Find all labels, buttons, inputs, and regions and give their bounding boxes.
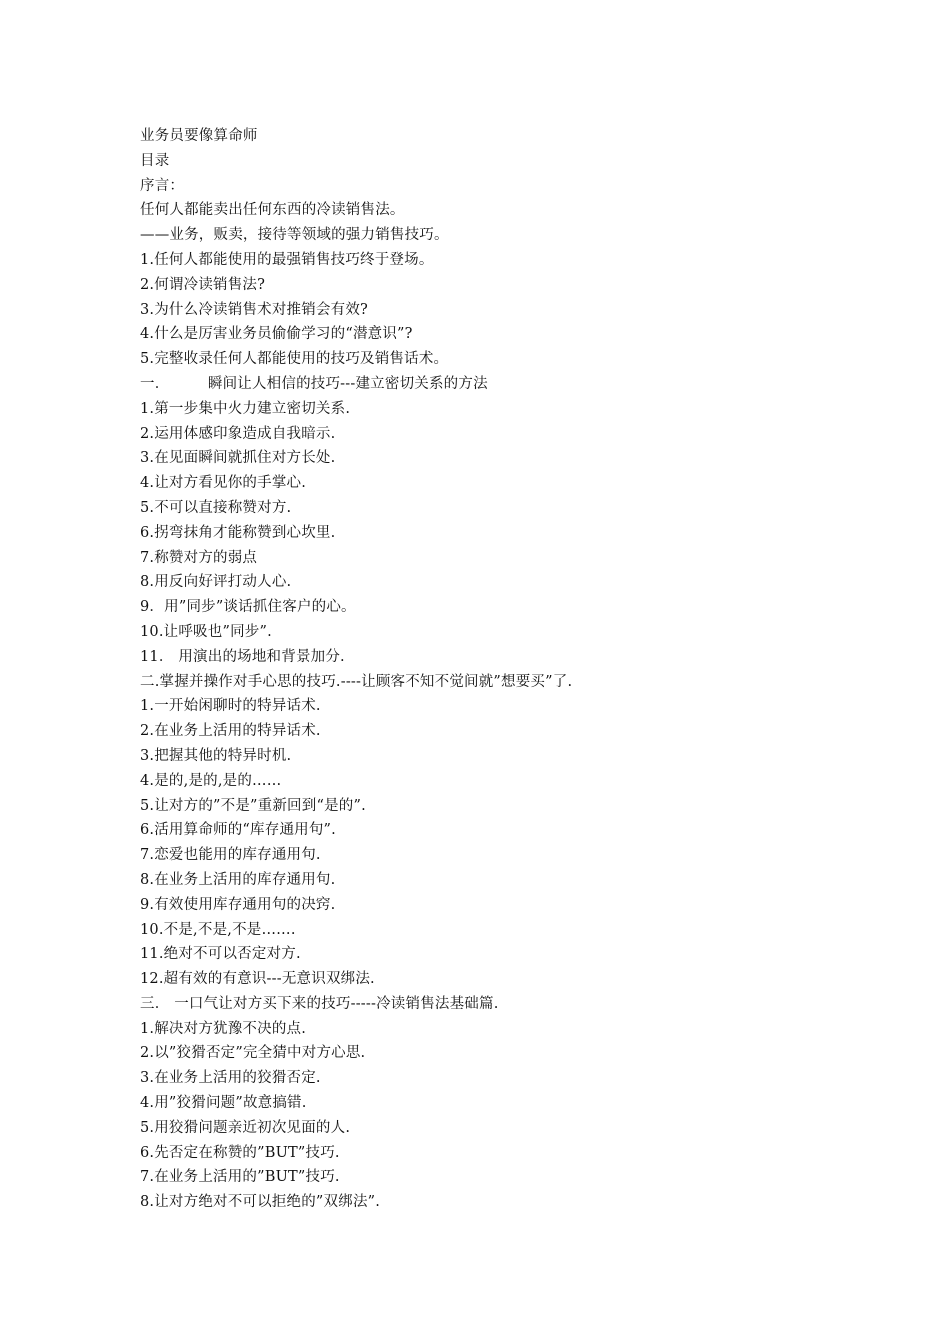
chapter-item: 7.恋爱也能用的库存通用句.: [140, 847, 321, 864]
chapter-item: 4.用”狡猾问题”故意搞错.: [140, 1095, 307, 1112]
toc-label: 目录: [140, 152, 170, 169]
chapter-item: 5.让对方的”不是”重新回到“是的”.: [140, 797, 366, 814]
chapter-item: 7.在业务上活用的”BUT”技巧.: [140, 1169, 340, 1186]
chapter-item: 9．用”同步”谈话抓住客户的心。: [140, 599, 356, 616]
preface-line: 5.完整收录任何人都能使用的技巧及销售话术。: [140, 351, 449, 368]
preface-line: ——业务，贩卖，接待等领域的强力销售技巧。: [140, 227, 449, 244]
chapter-item: 5.用狡猾问题亲近初次见面的人.: [140, 1119, 351, 1136]
document-title: 业务员要像算命师: [140, 128, 258, 144]
chapter-item: 11.绝对不可以否定对方.: [140, 946, 301, 963]
chapter-item: 8.在业务上活用的库存通用句.: [140, 871, 336, 888]
chapter-item: 10.不是,不是,不是…….: [140, 921, 296, 938]
chapter-item: 2.在业务上活用的特异话术.: [140, 723, 321, 740]
chapter-heading: 一． 瞬间让人相信的技巧---建立密切关系的方法: [140, 375, 488, 392]
chapter-item: 7.称赞对方的弱点: [140, 549, 258, 566]
preface-line: 2.何谓冷读销售法?: [140, 276, 266, 293]
chapter-item: 6.拐弯抹角才能称赞到心坎里.: [140, 524, 336, 541]
preface-line: 4.什么是厉害业务员偷偷学习的“潜意识”?: [140, 326, 413, 343]
chapter-item: 12.超有效的有意识---无意识双绑法.: [140, 971, 375, 988]
chapter-item: 2.以”狡猾否定”完全猜中对方心思.: [140, 1045, 366, 1062]
preface-label: 序言：: [140, 177, 185, 194]
chapter-item: 1.一开始闲聊时的特异话术.: [140, 698, 321, 715]
chapter-item: 4.是的,是的,是的……: [140, 772, 282, 789]
chapter-item: 5.不可以直接称赞对方.: [140, 499, 292, 516]
chapter-item: 1.第一步集中火力建立密切关系.: [140, 400, 351, 417]
chapter-item: 11． 用演出的场地和背景加分.: [140, 648, 345, 665]
preface-line: 任何人都能卖出任何东西的冷读销售法。: [140, 202, 405, 219]
chapter-item: 8.用反向好评打动人心.: [140, 574, 292, 591]
chapter-item: 4.让对方看见你的手掌心.: [140, 475, 307, 492]
chapter-item: 1.解决对方犹豫不决的点.: [140, 1020, 307, 1037]
chapter-item: 8.让对方绝对不可以拒绝的”双绑法”.: [140, 1194, 381, 1211]
chapter-item: 6.活用算命师的“库存通用句”.: [140, 822, 336, 839]
chapter-item: 3.在业务上活用的狡猾否定.: [140, 1070, 321, 1087]
chapter-item: 10.让呼吸也”同步”.: [140, 623, 272, 640]
chapter-item: 3.在见面瞬间就抓住对方长处.: [140, 450, 336, 467]
chapter-heading: 三． 一口气让对方买下来的技巧-----冷读销售法基础篇.: [140, 995, 499, 1012]
chapter-item: 6.先否定在称赞的”BUT”技巧.: [140, 1144, 340, 1161]
chapter-item: 2.运用体感印象造成自我暗示.: [140, 425, 336, 442]
document-page: [140, 124, 900, 1215]
chapter-item: 3.把握其他的特异时机.: [140, 747, 292, 764]
preface-line: 3.为什么冷读销售术对推销会有效?: [140, 301, 369, 318]
chapter-item: 9.有效使用库存通用句的决窍.: [140, 896, 336, 913]
preface-line: 1.任何人都能使用的最强销售技巧终于登场。: [140, 251, 434, 268]
chapter-heading: 二.掌握并操作对手心思的技巧.----让顾客不知不觉间就”想要买”了.: [140, 673, 573, 690]
